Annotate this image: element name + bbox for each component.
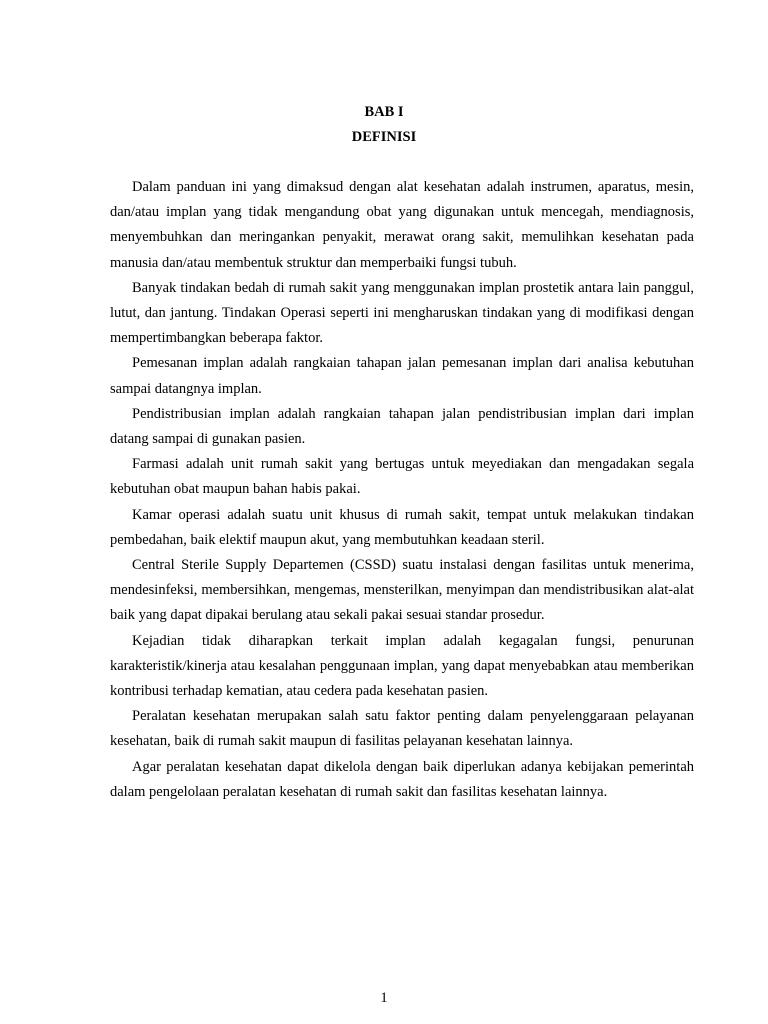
paragraph: Pendistribusian implan adalah rangkaian tahapan jalan pendistribusian implan dari implan datang sampai di gunakan pasien.	[110, 405, 694, 448]
page-number: 1	[380, 990, 388, 1006]
chapter-title: DEFINISI	[351, 129, 417, 145]
paragraph: Pemesanan implan adalah rangkaian tahapan jalan pemesanan implan dari analisa kebutuhan sampai datangnya implan.	[110, 355, 694, 397]
paragraph: Peralatan kesehatan merupakan salah satu faktor penting dalam penyelenggaraan pelayanan kesehatan, baik di rumah sakit maupun di fasilitas pelayanan kesehatan lainnya.	[110, 708, 694, 750]
paragraph: Agar peralatan kesehatan dapat dikelola dengan baik diperlukan adanya kebijakan pemerintah dalam pengelolaan peralatan kesehatan di rumah sakit dan fasilitas kesehatan lainnya.	[110, 758, 694, 800]
paragraph: Central Sterile Supply Departemen (CSSD) suatu instalasi dengan fasilitas untuk menerima, mendesinfeksi, membersihkan, mengemas, mensterilkan, menyimpan dan mendistribusikan alat-alat baik yang dapat dipakai berulang atau sekali pakai sesuai standar prosedur.	[110, 557, 694, 624]
paragraph: Kamar operasi adalah suatu unit khusus di rumah sakit, tempat untuk melakukan tindakan pembedahan, baik elektif maupun akut, yang membutuhkan keadaan steril.	[110, 506, 694, 548]
paragraph: Banyak tindakan bedah di rumah sakit yang menggunakan implan prostetik antara lain panggul, lutut, dan jantung. Tindakan Operasi seperti ini mengharuskan tindakan yang di modifikasi dengan mempertimbangkan beberapa faktor.	[110, 279, 694, 347]
paragraph: Kejadian tidak diharapkan terkait implan adalah kegagalan fungsi, penurunan karakteristik/kinerja atau kesalahan penggunaan implan, yang dapat menyebabkan atau memberikan kontribusi terhadap kematian, atau cedera pada kesehatan pasien.	[110, 632, 694, 700]
paragraph: Farmasi adalah unit rumah sakit yang bertugas untuk meyediakan dan mengadakan segala kebutuhan obat maupun bahan habis pakai.	[110, 456, 694, 498]
document-body	[110, 175, 694, 805]
paragraph: Dalam panduan ini yang dimaksud dengan alat kesehatan adalah instrumen, aparatus, mesin, dan/atau implan yang tidak mengandung obat yang digunakan untuk mencegah, mendiagnosis, menyembuhkan dan meringankan penyakit, merawat orang sakit, memulihkan kesehatan pada manusia dan/atau membentuk struktur dan memperbaiki fungsi tubuh.	[110, 179, 694, 271]
chapter-heading: BAB I	[364, 104, 404, 120]
